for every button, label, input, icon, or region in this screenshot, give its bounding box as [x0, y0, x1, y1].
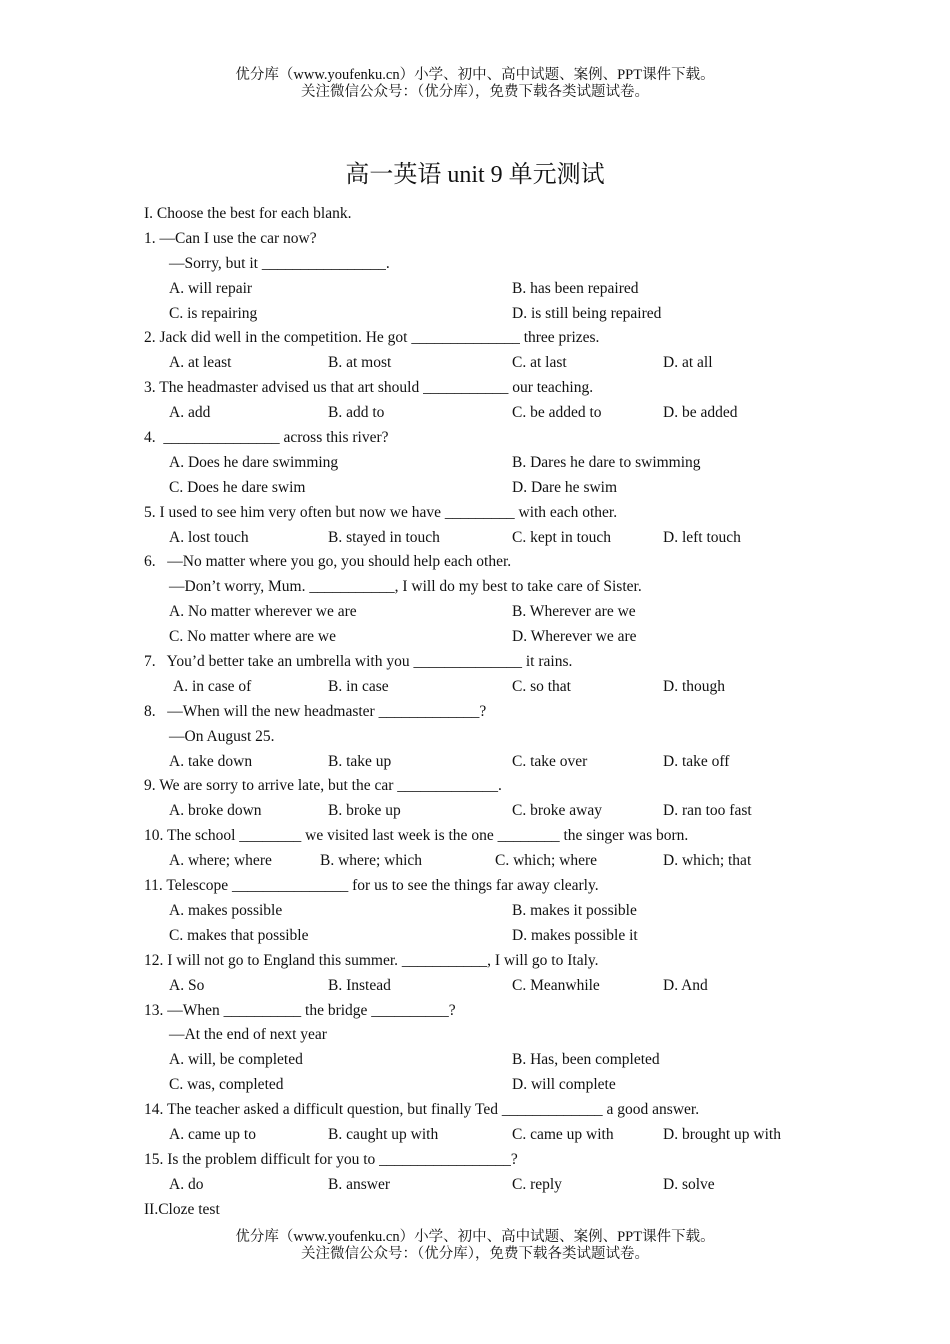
answer-option: A. No matter wherever we are [169, 603, 357, 621]
text-line [144, 277, 824, 302]
line-text: 8. —When will the new headmaster _____________? [144, 702, 487, 720]
text-line [144, 725, 824, 750]
answer-option: A. will, be completed [169, 1051, 303, 1069]
answer-option: A. take down [169, 752, 253, 770]
line-text: 7. You’d better take an umbrella with you ______________ it rains. [144, 653, 573, 671]
answer-option: D. Wherever we are [512, 628, 637, 646]
answer-option: C. kept in touch [512, 528, 612, 546]
answer-option: C. was, completed [169, 1076, 284, 1094]
answer-option: C. No matter where are we [169, 628, 336, 646]
answer-option: C. broke away [512, 802, 602, 820]
answer-option: C. came up with [512, 1125, 614, 1143]
answer-option: C. is repairing [169, 304, 258, 322]
answer-option: A. makes possible [169, 901, 283, 919]
answer-option: C. at last [512, 354, 567, 372]
text-line [144, 351, 824, 376]
answer-option: C. so that [512, 677, 571, 695]
answer-option: B. take up [328, 752, 392, 770]
line-text: —On August 25. [169, 727, 275, 745]
line-text: —Don’t worry, Mum. ___________, I will do my best to take care of Sister. [169, 578, 642, 596]
text-line [144, 1148, 824, 1173]
text-line [144, 302, 824, 327]
page-header [0, 67, 950, 101]
text-line [144, 575, 824, 600]
text-line [144, 326, 824, 351]
text-line [144, 376, 824, 401]
answer-option: B. stayed in touch [328, 528, 440, 546]
text-line [144, 924, 824, 949]
answer-option: D. ran too fast [663, 802, 752, 820]
line-text: 12. I will not go to England this summer. ___________, I will go to Italy. [144, 951, 599, 969]
answer-option: A. where; where [169, 852, 272, 870]
text-line [144, 550, 824, 575]
line-text: —At the end of next year [169, 1026, 327, 1044]
text-line [144, 600, 824, 625]
text-line [144, 799, 824, 824]
text-line [144, 974, 824, 999]
text-line [144, 849, 824, 874]
answer-option: D. at all [663, 354, 713, 372]
answer-option: C. reply [512, 1175, 562, 1193]
text-line [144, 526, 824, 551]
line-text: I. Choose the best for each blank. [144, 205, 352, 222]
text-line [144, 675, 824, 700]
answer-option: D. is still being repaired [512, 304, 662, 322]
answer-option: B. in case [328, 677, 389, 695]
answer-option: B. where; which [320, 852, 423, 870]
page-title: 高一英语 unit 9 单元测试 [345, 162, 605, 188]
answer-option: B. Instead [328, 976, 391, 994]
answer-option: D. brought up with [663, 1125, 781, 1143]
text-line [144, 1098, 824, 1123]
answer-option: D. makes possible it [512, 926, 638, 944]
footer-line-1: 优分库（www.youfenku.cn）小学、初中、高中试题、案例、PPT课件下载。 [235, 1229, 715, 1245]
page-footer [0, 1229, 950, 1263]
line-text: 14. The teacher asked a difficult question, but finally Ted _____________ a good answer. [144, 1101, 700, 1119]
answer-option: D. which; that [663, 852, 752, 870]
answer-option: D. And [663, 976, 708, 994]
line-text: 11. Telescope _______________ for us to see the things far away clearly. [144, 877, 599, 895]
line-text: 5. I used to see him very often but now we have _________ with each other. [144, 503, 618, 521]
answer-option: A. broke down [169, 802, 262, 820]
line-text: —Sorry, but it ________________. [169, 254, 390, 272]
line-text: II.Cloze test [144, 1200, 220, 1218]
answer-option: A. Does he dare swimming [169, 453, 339, 471]
text-line [144, 1048, 824, 1073]
text-line [144, 1198, 824, 1223]
answer-option: B. Wherever are we [512, 603, 636, 621]
answer-option: A. at least [169, 354, 232, 372]
footer-line-2: 关注微信公众号：（优分库），免费下载各类试题试卷。 [301, 1246, 649, 1262]
text-line [144, 874, 824, 899]
answer-option: B. at most [328, 354, 392, 372]
line-text: 15. Is the problem difficult for you to _________________? [144, 1150, 518, 1168]
answer-option: D. will complete [512, 1076, 616, 1094]
answer-option: B. caught up with [328, 1125, 439, 1143]
answer-option: A. will repair [169, 279, 253, 297]
answer-option: C. be added to [512, 404, 602, 422]
answer-option: D. though [663, 677, 725, 695]
line-text: 1. —Can I use the car now? [144, 229, 317, 247]
answer-option: D. Dare he swim [512, 478, 618, 496]
question-list [144, 202, 824, 1223]
text-line [144, 202, 824, 227]
answer-option: C. makes that possible [169, 926, 309, 944]
text-line [144, 700, 824, 725]
text-line [144, 501, 824, 526]
answer-option: C. take over [512, 752, 588, 770]
answer-option: D. solve [663, 1175, 715, 1193]
answer-option: B. answer [328, 1175, 390, 1193]
text-line [144, 774, 824, 799]
answer-option: D. be added [663, 404, 738, 422]
line-text: 2. Jack did well in the competition. He got ______________ three prizes. [144, 329, 600, 347]
answer-option: A. came up to [169, 1125, 256, 1143]
text-line [144, 1123, 824, 1148]
line-text: 4. _______________ across this river? [144, 429, 389, 447]
answer-option: B. makes it possible [512, 901, 637, 919]
text-line [144, 625, 824, 650]
line-text: 3. The headmaster advised us that art should ___________ our teaching. [144, 379, 594, 397]
answer-option: A. add [169, 404, 211, 422]
answer-option: B. broke up [328, 802, 401, 820]
line-text: 13. —When __________ the bridge __________? [144, 1001, 456, 1019]
text-line [144, 401, 824, 426]
line-text: 6. —No matter where you go, you should help each other. [144, 553, 512, 571]
header-line-2: 关注微信公众号：（优分库），免费下载各类试题试卷。 [301, 84, 649, 100]
answer-option: C. Does he dare swim [169, 478, 306, 496]
text-line [144, 1023, 824, 1048]
answer-option: D. take off [663, 752, 730, 770]
text-line [144, 999, 824, 1024]
text-line [144, 1073, 824, 1098]
answer-option: A. So [169, 976, 205, 994]
answer-option: B. has been repaired [512, 279, 639, 297]
text-line [144, 1173, 824, 1198]
line-text: 9. We are sorry to arrive late, but the car _____________. [144, 777, 502, 795]
answer-option: C. Meanwhile [512, 976, 600, 994]
answer-option: A. in case of [173, 677, 252, 695]
text-line [144, 750, 824, 775]
answer-option: B. Dares he dare to swimming [512, 453, 701, 471]
answer-option: D. left touch [663, 528, 741, 546]
answer-option: B. add to [328, 404, 385, 422]
answer-option: A. lost touch [169, 528, 249, 546]
answer-option: B. Has, been completed [512, 1051, 660, 1069]
text-line [144, 949, 824, 974]
text-line [144, 650, 824, 675]
text-line [144, 899, 824, 924]
text-line [144, 252, 824, 277]
text-line [144, 426, 824, 451]
answer-option: C. which; where [495, 852, 598, 870]
text-line [144, 476, 824, 501]
header-line-1: 优分库（www.youfenku.cn）小学、初中、高中试题、案例、PPT课件下载。 [235, 67, 715, 83]
line-text: 10. The school ________ we visited last week is the one ________ the singer was born. [144, 827, 689, 845]
text-line [144, 227, 824, 252]
text-line [144, 451, 824, 476]
answer-option: A. do [169, 1175, 204, 1193]
text-line [144, 824, 824, 849]
